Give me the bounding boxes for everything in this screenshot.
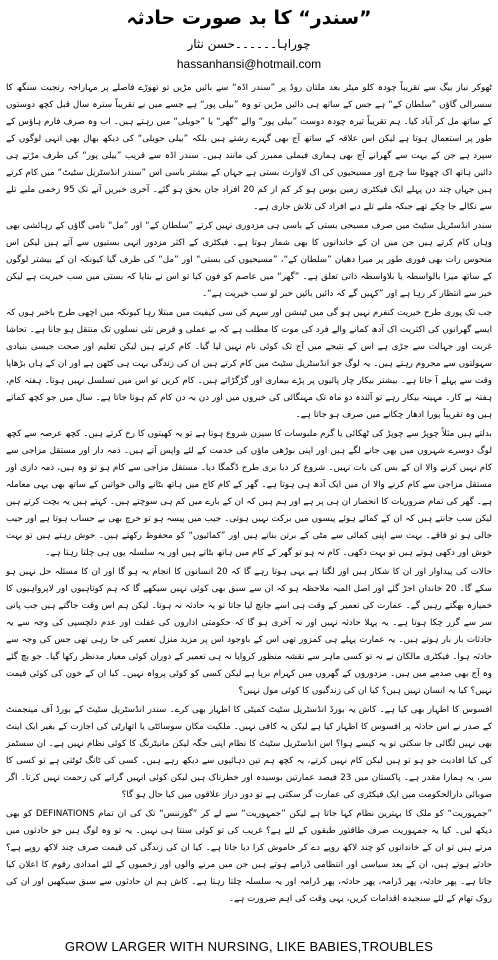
author-email: hassanhansi@hotmail.com — [176, 57, 322, 71]
article-title: ”سندر“ کا بد صورت حادثہ — [126, 7, 372, 29]
article-paragraph: جب تک پوری طرح خیریت کنفرم نہیں ہو گی میں ٹینشن اور سہم کی سی کیفیت میں مبتلا رہا کیونکہ میں اچھی طرح باخبر ہوں کہ ایسے گھرانوں کی اکثریت اک آدھ کمانے والے فرد کی موت کا مطلب ہے کہ بے عملی و قرض نئی نسلوں تک منتقل ہو جانا ہے۔ تحاشا غربت اور جہالت سے جڑی ہے اس کے نتیجے میں آج تک کوئی نام نہیں لیا گیا۔ کام کرتے ہیں لیکن تعلیم اور صحت جیسی بنیادی سہولتوں سے محروم رہتے ہیں۔ یہ لوگ جو انڈسٹریل سٹیٹ میں کام کرتے ہیں ان کی زندگی بہت ہی کٹھن ہے اور ان کے ہاں بڑھاپا وقت سے پہلے آ جاتا ہے۔ بیشتر بیکار چار پائیوں پر پڑے بیماری اور گڑگڑاتے ہیں۔ کام کریں تو اس میں تسلسل نہیں ہوتا۔ ہفتہ کام، ہفتہ بے کار۔ مہینہ بیکار رہے تو آئندہ دو ماہ تک مہنگائی کی خبروں میں اور دن بہ دن کام کم ہوتا جاتا ہے۔ سال میں جو کچھ کماتے ہیں وہ تقریباً پورا ادھار چکانے میں صرف ہو جاتا ہے۔ — [6, 308, 492, 420]
article-paragraph: بدلتے ہیں مثلاً چوپڑ سے چوپڑ کی ٹھکائی یا گرم ملبوسات کا سیزن شروع ہوتا ہے تو یہ کھیتوں کا رخ کرتے ہیں۔ کچھ عرصہ سے کچھ لوگ دوسرے شہروں میں بھی جانے لگے ہیں اور اپنی بوڑھی ماؤں کی خدمت کے لئے واپس آتے ہیں۔ ذمہ دار اور مستقل مزاجی سے کام نہیں کرنے والا ان کے بس کی بات نہیں۔ شروع کر دیا بری طرح ڈگمگا دیا۔ مستقل مزاجی سے کام ہو تو وہ ہیں، ذمہ داری اور مستقل مزاجی سے کام کرنے والا ان میں ایک آدھ ہی ہوتا ہے۔ گھر کے کام کاج میں ہاتھ بٹانے والی خواتین کے ساتھ بھی یہی معاملہ ہے۔ گھر کی تمام ضروریات کا انحصار ان ہی پر ہے اور ہم ہیں کہ ان کے بارے میں کم ہی سوچتے ہیں۔ کہتے ہیں یہ بچت کرتے ہیں لیکن سب جانتے ہیں کہ ان کے کمائے ہوئے پیسوں میں برکت نہیں ہوتی۔ جیب میں پیسہ ہو تو خرچ بھی بے حساب ہوتا ہے اور جیب خالی ہو تو فاقے۔ بہت سے اپنی کمائی سے مٹی کے برتن بناتے ہیں اور ”کمائیوں“ کو محفوظ رکھتے ہیں۔ خوش رہتے ہیں تو بہت خوش اور دکھی ہوتے ہیں تو بہت دکھی۔ کام نہ ہو تو گھر کے کام میں ہاتھ بٹاتے ہیں اور یہ سلسلہ یوں ہی چلتا رہتا ہے۔ — [6, 429, 492, 558]
article-paragraph: ”جمہوریت“ کو ملک کا بہترین نظام کہا جاتا ہے لیکن ”جمہوریت“ سے لے کر ”گورننس“ تک کی ان تمام DEFINATIONS کو بھی دیکھ لیں۔ کیا یہ جمہوریت صرف طاقتور طبقوں کے لئے ہے؟ غریب کی تو کوئی سنتا ہی نہیں۔ یہ تو وہ لوگ ہیں جو حادثوں میں مرتے ہیں تو ان کے خاندانوں کو چند لاکھ روپے دے کر خاموش کرا دیا جاتا ہے۔ کیا ان کی زندگی کی قیمت صرف چند لاکھ روپے ہے؟ حادثے ہوتے ہیں، ان کے بعد سیاسی اور انتظامی ڈرامے ہوتے ہیں جن میں مرنے والوں اور زخمیوں کے لئے امدادی رقوم کا اعلان کیا جاتا ہے۔ پھر حادثہ، پھر ڈرامہ، پھر حادثہ، پھر ڈرامہ اور یہ سلسلہ چلتا رہتا ہے۔ کاش ہم ان حادثوں سے سبق سیکھیں اور ان کی روک تھام کے لئے سنجیدہ اقدامات کریں، یہی وقت کی اہم ضرورت ہے۔ — [6, 809, 492, 904]
article-byline: چوراہا۔۔۔۔۔۔حسن نثار — [187, 37, 311, 51]
article-paragraph: ٹھوکر نیاز بیگ سے تقریباً چودہ کلو میٹر بعد ملتان روڈ پر ”سندر اڈہ“ سے بائیں مڑیں تو تھوڑے فاصلے پر مہاراجہ رنجیت سنگھ کا سسرالی گاؤں ”سلطان کے“ ہے جس کے ساتھ ہی دائیں مڑیں تو وہ ”بیلی پور“ ہے جسے میں نے تقریباً سترہ سال قبل کچھ دوستوں کے ساتھ مل کر آباد کیا۔ ہم تقریباً تیرہ چودہ دوست ”بیلی پور“ والے ”گھر“ یا ”حویلی“ میں رہتے ہیں۔ اب وہ صرف فارم ہاؤس کے طور پر استعمال ہوتا ہے لیکن اس علاقہ کے ساتھ آج بھی گہرے رشتے ہیں بلکہ ”بیلی حویلی“ کی دیکھ بھال بھی انہی لوگوں کے سپرد ہے جن کے بہت سے گھرانے آج بھی ہماری فیملی ممبرز کی مانند ہیں۔ سندر اڈہ سے قریب ”بیلی پور“ کی طرف مڑتے ہی دائیں ہاتھ اک چھوٹا سا چرچ اور مسیحیوں کی اک لاوارث بستی ہے جہاں کے بیشتر باسی اس ”سندر انڈسٹریل سٹیٹ“ میں کام کرتے ہیں جہاں چند دن پہلے ایک فیکٹری زمین بوس ہو کر کم از کم 20 افراد جان بحق ہو گئے۔ آخری خبریں آنے تک 95 زخمی ملبے تلے سے نکالے جا چکے تھے جبکہ ملبے تلے دبے افراد کی تلاش جاری ہے۔ — [6, 83, 493, 212]
article-footer-quote: GROW LARGER WITH NURSING, LIKE BABIES,TROUBLES — [64, 939, 434, 954]
article-body — [6, 80, 492, 908]
article-paragraph: حالات کی پیداوار اور ان کا شکار ہیں اور لگتا ہے یہی ہوتا رہے گا کہ 20 انسانوں کا انجام یہ ہو گا اور ان کا مسئلہ حل نہیں ہو سکے گا۔ 20 خاندان اجڑ گئے اور اصل المیہ ملاحظہ ہو کہ ان سے سبق بھی کوئی نہیں سیکھے گا کہ ہم کوتاہیوں اور لاپرواہیوں کا خمیازہ بھگتے رہیں گے۔ عمارت کی تعمیر کے وقت ہی اسے جانچ لیا جاتا تو یہ حادثہ نہ ہوتا۔ لیکن ہم اس وقت جاگتے ہیں جب پانی سر سے گزر چکا ہوتا ہے۔ یہ پہلا حادثہ نہیں اور نہ آخری ہو گا کہ حکومتی اداروں کی غفلت اور عدم دلچسپی کی وجہ سے یہ حادثات بار بار ہوتے ہیں۔ یہ عمارت پہلے ہی کمزور تھی اس کے باوجود اس پر مزید منزل تعمیر کی جا رہی تھی جس کی وجہ سے حادثہ ہوا۔ فیکٹری مالکان نے نہ تو کسی ماہر سے نقشہ منظور کروایا نہ ہی تعمیر کے دوران کوئی معیار مدنظر رکھا گیا۔ جو بچ گئے وہ آج بھی صدمے میں ہیں۔ مزدوروں کے گھروں میں کہرام برپا ہے لیکن کسی کو کوئی پرواہ نہیں۔ کیا ان کے خون کی کوئی قیمت نہیں؟ کیا یہ انسان نہیں ہیں؟ کیا ان کی زندگیوں کا کوئی مول نہیں؟ — [6, 567, 492, 696]
article-paragraph: افسوس کا اظہار بھی کیا ہے۔ کاش یہ بورڈ انڈسٹریل سٹیٹ کمیٹی کا اظہار بھی کرے۔ سندر انڈسٹریل سٹیٹ کے بورڈ آف مینجمنٹ کے صدر نے اس حادثہ پر افسوس کا اظہار کیا ہے لیکن یہ کافی نہیں۔ ملکیت مکان سوسائٹی یا اتھارٹی کی اجازت کے بغیر ایک اینٹ بھی نہیں لگائی جا سکتی تو یہ کیسے ہوا؟ اس انڈسٹریل سٹیٹ کا نظام اپنی جگہ لیکن مانیٹرنگ کا کوئی نظام نہیں ہے۔ ان سسٹمز کی کیا افادیت جو ہو تو ہیں لیکن کام نہیں کرتے، یہ کچھ ہم تین دہائیوں سے دیکھ رہے ہیں۔ کسی کی ٹانگ ٹوٹتی ہے تو کسی کا سر، یہ ہمارا مقدر ہے۔ پاکستان میں 23 فیصد عمارتیں بوسیدہ اور خطرناک ہیں لیکن کوئی انہیں گرانے کی زحمت نہیں کرتا۔ اگر صوبائی دارالحکومت میں ایک فیکٹری کی عمارت گر سکتی ہے تو دور دراز علاقوں میں کیا حال ہو گا؟ — [6, 705, 492, 800]
article-paragraph: سندر انڈسٹریل سٹیٹ میں صرف مسیحی بستی کے باسی ہی مزدوری نہیں کرتے ”سلطان کے“ اور ”مل“ نامی گاؤں کے رہائشی بھی وہاں کام کرتے ہیں جن میں ان کے خاندانوں کا بھی شمار ہوتا ہے۔ فیکٹری کے اکثر مزدور انہی بستیوں سے آتے ہیں لیکن اس منحوس رات بھی فوری طور پر میرا دھیان ”سلطان کے“، ”مسیحیوں کی بستی“ اور ”مل“ کی طرف گیا کیونکہ ان کے بیشتر لوگوں کے ساتھ میرا بالواسطہ یا بلاواسطہ ذاتی تعلق ہے۔ ”گھر“ میں عاصم کو فون کیا تو اس نے بتایا کہ بستی میں سب خیریت ہے لیکن خبر سے انتظار کر رہا ہے اور ”کہیں گے کہ دائیں بائیں خبر لو سب خیریت ہے“۔ — [6, 221, 492, 299]
